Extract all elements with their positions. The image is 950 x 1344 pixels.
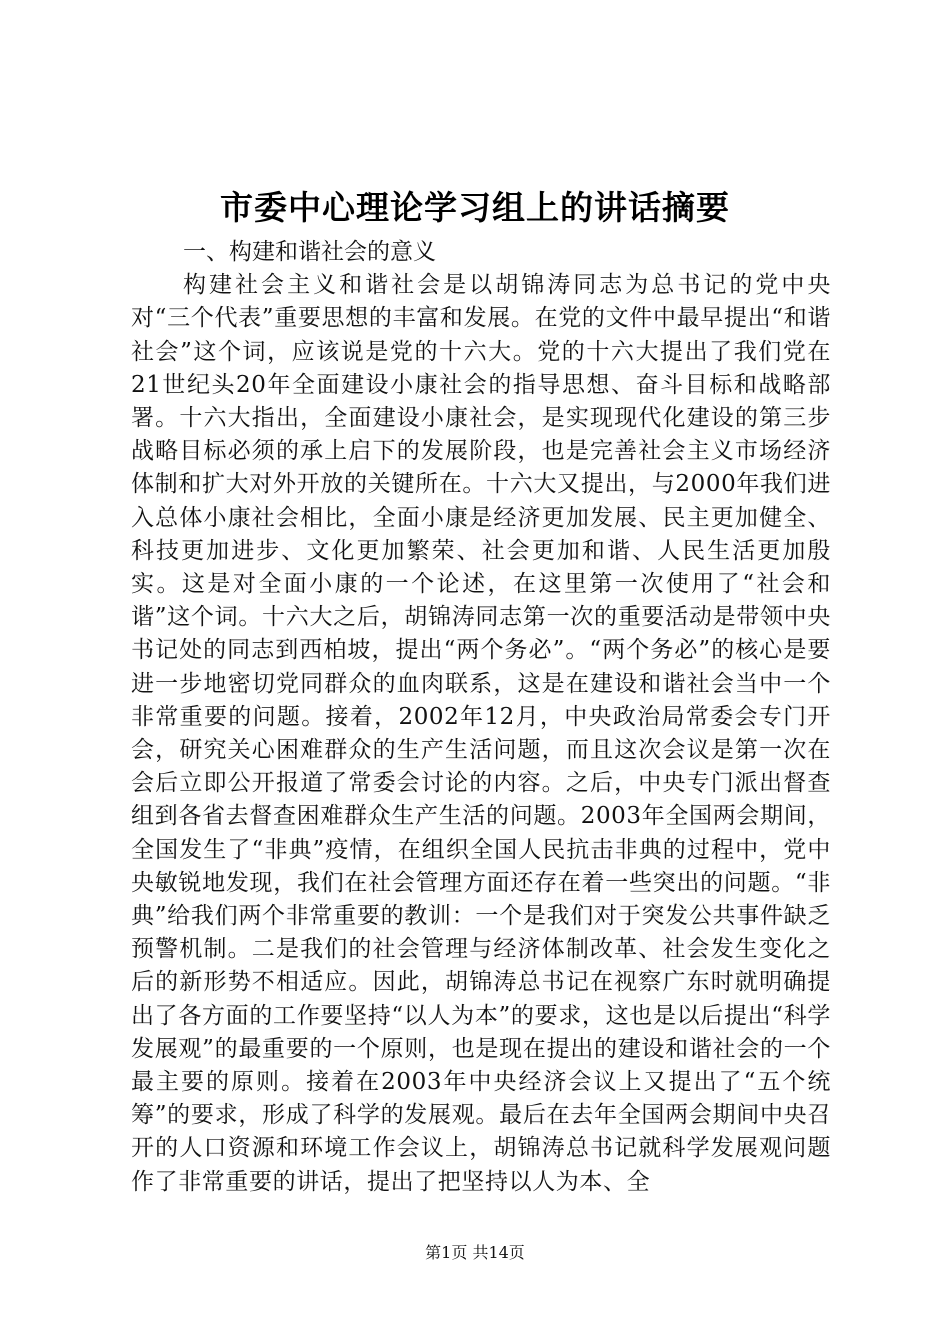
page-number-footer: 第1页 共14页 [425, 1243, 525, 1262]
body-paragraph: 构建社会主义和谐社会是以胡锦涛同志为总书记的党中央对“三个代表”重要思想的丰富和发展。在党的文件中最早提出“和谐社会”这个词，应该说是党的十六大。党的十六大提出了我们党在21世纪头20年全面建设小康社会的指导思想、奋斗目标和战略部署。十六大指出，全面建设小康社会，是实现现代化建设的第三步战略目标必须的承上启下的发展阶段，也是完善社会主义市场经济体制和扩大对外开放的关键所在。十六大又提出，与2000年我们进入总体小康社会相比，全面小康是经济更加发展、民主更加健全、科技更加进步、文化更加繁荣、社会更加和谐、人民生活更加殷实。这是对全面小康的一个论述，在这里第一次使用了“社会和谐”这个词。十六大之后，胡锦涛同志第一次的重要活动是带领中央书记处的同志到西柏坡，提出“两个务必”。“两个务必”的核心是要进一步地密切党同群众的血肉联系，这是在建设和谐社会当中一个非常重要的问题。接着，2002年12月，中央政治局常委会专门开会，研究关心困难群众的生产生活问题，而且这次会议是第一次在会后立即公开报道了常委会讨论的内容。之后，中央专门派出督查组到各省去督查困难群众生产生活的问题。2003年全国两会期间，全国发生了“非典”疫情，在组织全国人民抗击非典的过程中，党中央敏锐地发现，我们在社会管理方面还存在着一些突出的问题。“非典”给我们两个非常重要的教训：一个是我们对于突发公共事件缺乏预警机制。二是我们的社会管理与经济体制改革、社会发生变化之后的新形势不相适应。因此，胡锦涛总书记在视察广东时就明确提出了各方面的工作要坚持“以人为本”的要求，这也是以后提出“科学发展观”的最重要的一个原则，也是现在提出的建设和谐社会的一个最主要的原则。接着在2003年中央经济会议上又提出了“五个统筹”的要求，形成了科学的发展观。最后在去年全国两会期间中央召开的人口资源和环境工作会议上，胡锦涛总书记就科学发展观问题作了非常重要的讲话，提出了把坚持以人为本、全 [131, 272, 831, 1195]
section-heading: 一、构建和谐社会的意义 [183, 239, 436, 265]
document-title: 市委中心理论学习组上的讲话摘要 [220, 188, 730, 227]
document-body [131, 236, 831, 1195]
